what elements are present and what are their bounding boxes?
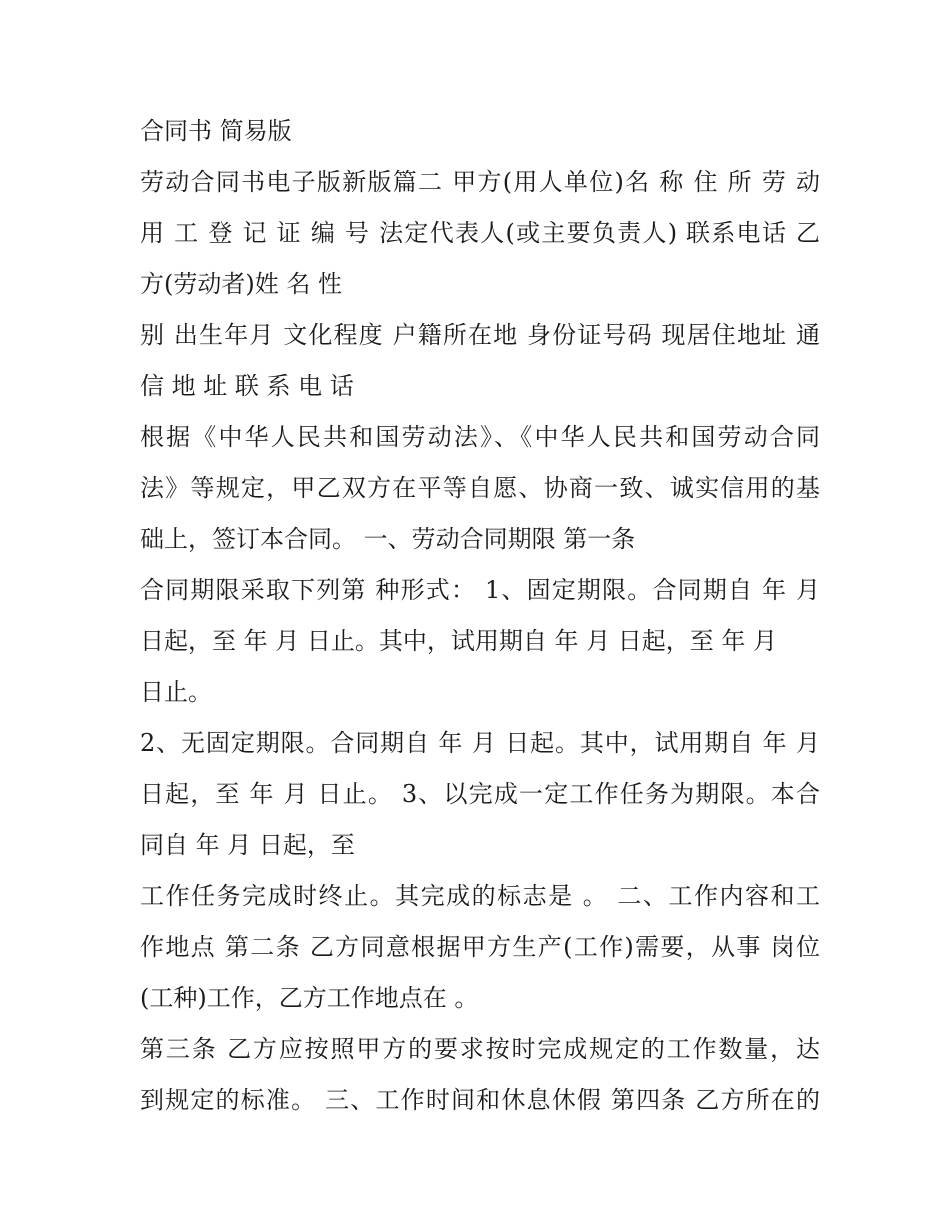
text-line: 第三条 乙方应按照甲方的要求按时完成规定的工作数量，达 — [140, 1035, 820, 1063]
text-line: 工作任务完成时终止。其完成的标志是 。 二、工作内容和工 — [140, 882, 820, 910]
text-line: 信 地 址 联 系 电 话 — [140, 372, 354, 400]
text-line: 合同期限采取下列第 种形式： 1、固定期限。合同期自 年 月 — [140, 576, 820, 604]
text-line: 劳动合同书电子版新版篇二 甲方(用人单位)名 称 住 所 劳 动 — [140, 168, 820, 196]
text-line: 到规定的标准。 三、工作时间和休息休假 第四条 乙方所在的 — [140, 1086, 820, 1114]
text-line: 2、无固定期限。合同期自 年 月 日起。其中，试用期自 年 月 — [140, 729, 820, 757]
text-line: 础上，签订本合同。 一、劳动合同期限 第一条 — [140, 525, 636, 553]
text-line: (工种)工作，乙方工作地点在 。 — [140, 984, 479, 1012]
text-line: 根据《中华人民共和国劳动法》、《中华人民共和国劳动合同 — [140, 423, 820, 451]
text-line: 法》等规定，甲乙双方在平等自愿、协商一致、诚实信用的基 — [140, 474, 820, 502]
text-line: 日起，至 年 月 日止。 3、以完成一定工作任务为期限。本合 — [140, 780, 820, 808]
text-line: 日起，至 年 月 日止。其中，试用期自 年 月 日起，至 年 月 — [140, 627, 778, 655]
text-line: 作地点 第二条 乙方同意根据甲方生产(工作)需要，从事 岗位 — [140, 933, 820, 961]
doc-title: 合同书 简易版 — [140, 117, 292, 145]
text-line: 日止。 — [140, 678, 212, 706]
text-line: 别 出生年月 文化程度 户籍所在地 身份证号码 现居住地址 通 — [140, 321, 820, 349]
text-line: 用 工 登 记 证 编 号 法定代表人(或主要负责人) 联系电话 乙 — [140, 219, 820, 247]
text-line: 方(劳动者)姓 名 性 — [140, 270, 342, 298]
text-line: 同自 年 月 日起，至 — [140, 831, 355, 859]
document-body — [140, 106, 820, 1126]
